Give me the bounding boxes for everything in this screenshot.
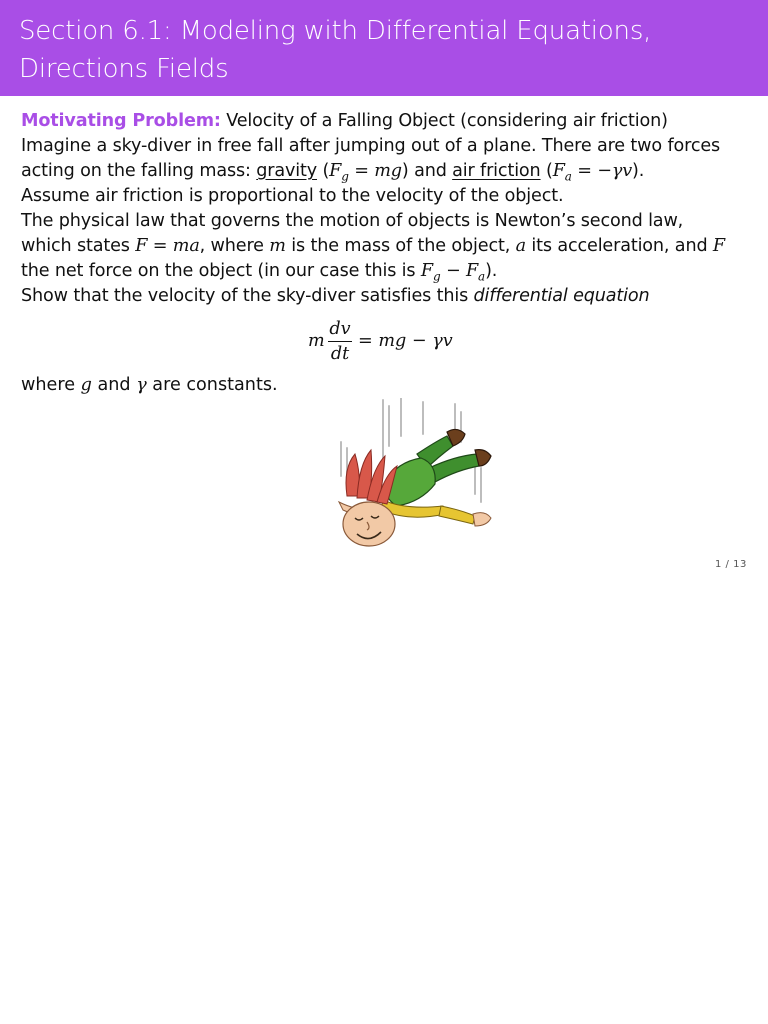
- math-minus: −: [440, 261, 466, 281]
- gravity-term: gravity: [256, 161, 317, 181]
- text-span: ) and: [401, 161, 453, 181]
- constants-note: [21, 373, 278, 398]
- body-line-5: The physical law that governs the motion of objects is Newton’s second law,: [21, 211, 684, 231]
- math-sub-g: g: [432, 269, 441, 284]
- math-equals: =: [147, 236, 173, 256]
- math-a: a: [515, 236, 526, 256]
- math-sub-a: a: [478, 269, 486, 284]
- slide-body: [21, 109, 751, 309]
- motivating-text: Velocity of a Falling Object (considering air friction): [220, 111, 668, 131]
- differential-equation-term: differential equation: [473, 286, 650, 306]
- text-span: acting on the falling mass:: [21, 161, 257, 181]
- text-span: which states: [21, 236, 136, 256]
- eq-right-side: = mg − γv: [358, 331, 453, 351]
- math-m: m: [269, 236, 286, 256]
- text-span: ).: [632, 161, 645, 181]
- text-span: (: [540, 161, 553, 181]
- air-friction-term: air friction: [452, 161, 541, 181]
- text-span: is the mass of the object,: [285, 236, 516, 256]
- math-g: g: [80, 375, 92, 395]
- differential-equation: [308, 318, 508, 368]
- body-line-4: Assume air friction is proportional to the velocity of the object.: [21, 186, 564, 206]
- text-span: , where: [199, 236, 270, 256]
- body-line-6: [21, 234, 751, 259]
- eq-fraction: [328, 318, 352, 365]
- math-sub-a: a: [564, 169, 572, 184]
- math-F: F: [465, 261, 479, 281]
- title-line-2: Directions Fields: [19, 54, 229, 84]
- eq-mass: m: [308, 331, 325, 351]
- slide-title: [19, 12, 739, 88]
- body-line-2: Imagine a sky-diver in free fall after jumping out of a plane. There are two forces: [21, 136, 721, 156]
- skydiver-illustration: [325, 398, 495, 554]
- title-line-1: Section 6.1: Modeling with Differential Equations,: [19, 16, 652, 46]
- slide-header: [0, 0, 768, 96]
- body-line-3: [21, 159, 751, 184]
- text-span: and: [91, 375, 137, 395]
- text-span: where: [21, 375, 81, 395]
- motivating-label: Motivating Problem:: [21, 111, 221, 131]
- text-span: ).: [485, 261, 498, 281]
- eq-denominator: dt: [330, 344, 350, 364]
- math-F: F: [135, 236, 148, 256]
- math-F: F: [329, 161, 342, 181]
- eq-numerator: dv: [329, 319, 351, 339]
- math-gamma: γ: [136, 375, 147, 395]
- text-span: Show that the velocity of the sky-diver satisfies this: [21, 286, 474, 306]
- text-span: the net force on the object (in our case this is: [21, 261, 421, 281]
- body-line-1: [21, 109, 751, 134]
- math-F: F: [420, 261, 433, 281]
- text-span: are constants.: [146, 375, 278, 395]
- body-line-7: [21, 259, 751, 284]
- math-ma: ma: [172, 236, 200, 256]
- page-number: 1 / 13: [715, 559, 747, 570]
- math-friction-eq: = −γv: [571, 161, 633, 181]
- text-span: its acceleration, and: [525, 236, 713, 256]
- math-sub-g: g: [341, 169, 349, 184]
- body-line-8: [21, 284, 751, 309]
- math-F: F: [712, 236, 725, 256]
- fraction-bar: [328, 341, 352, 342]
- math-gravity-eq: = mg: [348, 161, 402, 181]
- text-span: (: [317, 161, 330, 181]
- math-F: F: [552, 161, 565, 181]
